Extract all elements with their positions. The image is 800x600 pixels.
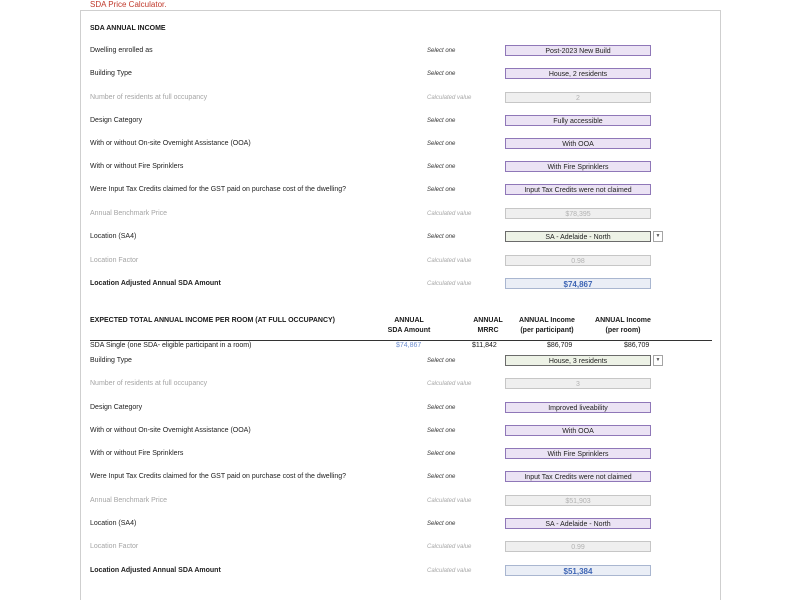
row-label: Location (SA4) [90, 233, 137, 240]
row-hint: Select one [427, 48, 456, 54]
row-location-factor [0, 255, 800, 269]
row-label: Design Category [90, 404, 143, 411]
single-income-room: $86,709 [624, 342, 650, 349]
header-line: ANNUAL Income [595, 317, 651, 324]
header-annual-sda-amount [372, 316, 446, 336]
row-ooa-2 [0, 425, 800, 439]
row-hint: Calculated value [427, 258, 472, 264]
row-input-tax-credits-2 [0, 471, 800, 485]
location-select[interactable]: SA - Adelaide - North [505, 231, 651, 242]
dwelling-enrolled-select[interactable]: Post-2023 New Build [505, 45, 651, 56]
design-category-select[interactable]: Fully accessible [505, 115, 651, 126]
header-line: SDA Amount [387, 327, 431, 334]
input-tax-credits-select[interactable]: Input Tax Credits were not claimed [505, 184, 651, 195]
single-label: SDA Single (one SDA- eligible participant in a room) [90, 342, 252, 349]
row-design-category [0, 115, 800, 129]
row-ooa [0, 138, 800, 152]
header-line: (per participant) [520, 327, 574, 334]
row-design-category-2 [0, 402, 800, 416]
header-income-per-participant [508, 316, 586, 336]
row-location-adjusted-amount [0, 278, 800, 292]
residents-value: 2 [505, 92, 651, 103]
input-tax-credits-2-select[interactable]: Input Tax Credits were not claimed [505, 471, 651, 482]
benchmark-price-2-value: $51,903 [505, 495, 651, 506]
single-sda-amount: $74,867 [396, 342, 422, 349]
section-expected-income-title: EXPECTED TOTAL ANNUAL INCOME PER ROOM (AT FULL OCCUPANCY) [90, 317, 336, 324]
document-title: SDA Price Calculator. [90, 0, 167, 9]
row-label: Number of residents at full occupancy [90, 380, 208, 387]
design-category-2-select[interactable]: Improved liveability [505, 402, 651, 413]
ooa-2-select[interactable]: With OOA [505, 425, 651, 436]
fire-sprinklers-select[interactable]: With Fire Sprinklers [505, 161, 651, 172]
row-hint: Calculated value [427, 381, 472, 387]
row-hint: Select one [427, 521, 456, 527]
benchmark-price-value: $78,395 [505, 208, 651, 219]
location-factor-2-value: 0.99 [505, 541, 651, 552]
row-fire-sprinklers-2 [0, 448, 800, 462]
row-hint: Select one [427, 141, 456, 147]
row-hint: Select one [427, 164, 456, 170]
row-hint: Select one [427, 358, 456, 364]
row-location-adjusted-amount-2 [0, 565, 800, 579]
row-location-2 [0, 518, 800, 532]
row-building-type [0, 68, 800, 82]
header-line: ANNUAL [473, 317, 503, 324]
row-label: With or without On-site Overnight Assistance (OOA) [90, 140, 251, 147]
row-hint: Select one [427, 187, 456, 193]
row-hint: Calculated value [427, 498, 472, 504]
row-label: Building Type [90, 70, 132, 77]
row-hint: Select one [427, 405, 456, 411]
location-factor-value: 0.98 [505, 255, 651, 266]
location-adjusted-amount-2-value: $51,384 [505, 565, 651, 576]
row-label: Location Factor [90, 543, 139, 550]
residents-2-value: 3 [505, 378, 651, 389]
row-label: Design Category [90, 117, 143, 124]
header-line: ANNUAL [394, 317, 424, 324]
row-label: With or without Fire Sprinklers [90, 450, 184, 457]
row-benchmark-price [0, 208, 800, 222]
row-fire-sprinklers [0, 161, 800, 175]
table-row-sda-single [0, 341, 800, 353]
building-type-2-select[interactable]: House, 3 residents [505, 355, 651, 366]
single-mrrc: $11,842 [472, 342, 497, 349]
location-2-select[interactable]: SA - Adelaide - North [505, 518, 651, 529]
row-residents [0, 92, 800, 106]
section-sda-annual-income-title: SDA ANNUAL INCOME [90, 25, 166, 32]
header-line: (per room) [605, 327, 641, 334]
row-label: Annual Benchmark Price [90, 210, 168, 217]
row-hint: Calculated value [427, 544, 472, 550]
row-residents-2 [0, 378, 800, 392]
fire-sprinklers-2-select[interactable]: With Fire Sprinklers [505, 448, 651, 459]
chevron-down-icon[interactable]: ▼ [653, 231, 663, 242]
row-label: Annual Benchmark Price [90, 497, 168, 504]
row-benchmark-price-2 [0, 495, 800, 509]
single-income-participant: $86,709 [547, 342, 573, 349]
row-hint: Calculated value [427, 211, 472, 217]
frame-top-rule [80, 10, 720, 11]
row-hint: Select one [427, 71, 456, 77]
row-label: Location Adjusted Annual SDA Amount [90, 280, 221, 287]
row-hint: Select one [427, 118, 456, 124]
row-label: Were Input Tax Credits claimed for the GST paid on purchase cost of the dwelling? [90, 473, 347, 480]
row-label: Location (SA4) [90, 520, 137, 527]
row-building-type-2 [0, 355, 800, 369]
row-location-factor-2 [0, 541, 800, 555]
location-adjusted-amount-value: $74,867 [505, 278, 651, 289]
row-hint: Select one [427, 234, 456, 240]
row-label: Were Input Tax Credits claimed for the GST paid on purchase cost of the dwelling? [90, 186, 347, 193]
row-hint: Select one [427, 451, 456, 457]
header-line: ANNUAL Income [519, 317, 575, 324]
building-type-select[interactable]: House, 2 residents [505, 68, 651, 79]
row-dwelling-enrolled [0, 45, 800, 59]
row-hint: Calculated value [427, 568, 472, 574]
chevron-down-icon[interactable]: ▼ [653, 355, 663, 366]
row-input-tax-credits [0, 184, 800, 198]
row-label: With or without Fire Sprinklers [90, 163, 184, 170]
row-label: With or without On-site Overnight Assistance (OOA) [90, 427, 251, 434]
row-label: Number of residents at full occupancy [90, 94, 208, 101]
row-hint: Calculated value [427, 95, 472, 101]
row-hint: Calculated value [427, 281, 472, 287]
row-hint: Select one [427, 474, 456, 480]
header-income-per-room [584, 316, 662, 336]
row-label: Location Adjusted Annual SDA Amount [90, 567, 221, 574]
header-line: MRRC [477, 327, 499, 334]
row-hint: Select one [427, 428, 456, 434]
row-label: Dwelling enrolled as [90, 47, 153, 54]
ooa-select[interactable]: With OOA [505, 138, 651, 149]
row-location [0, 231, 800, 245]
row-label: Location Factor [90, 257, 139, 264]
row-label: Building Type [90, 357, 132, 364]
